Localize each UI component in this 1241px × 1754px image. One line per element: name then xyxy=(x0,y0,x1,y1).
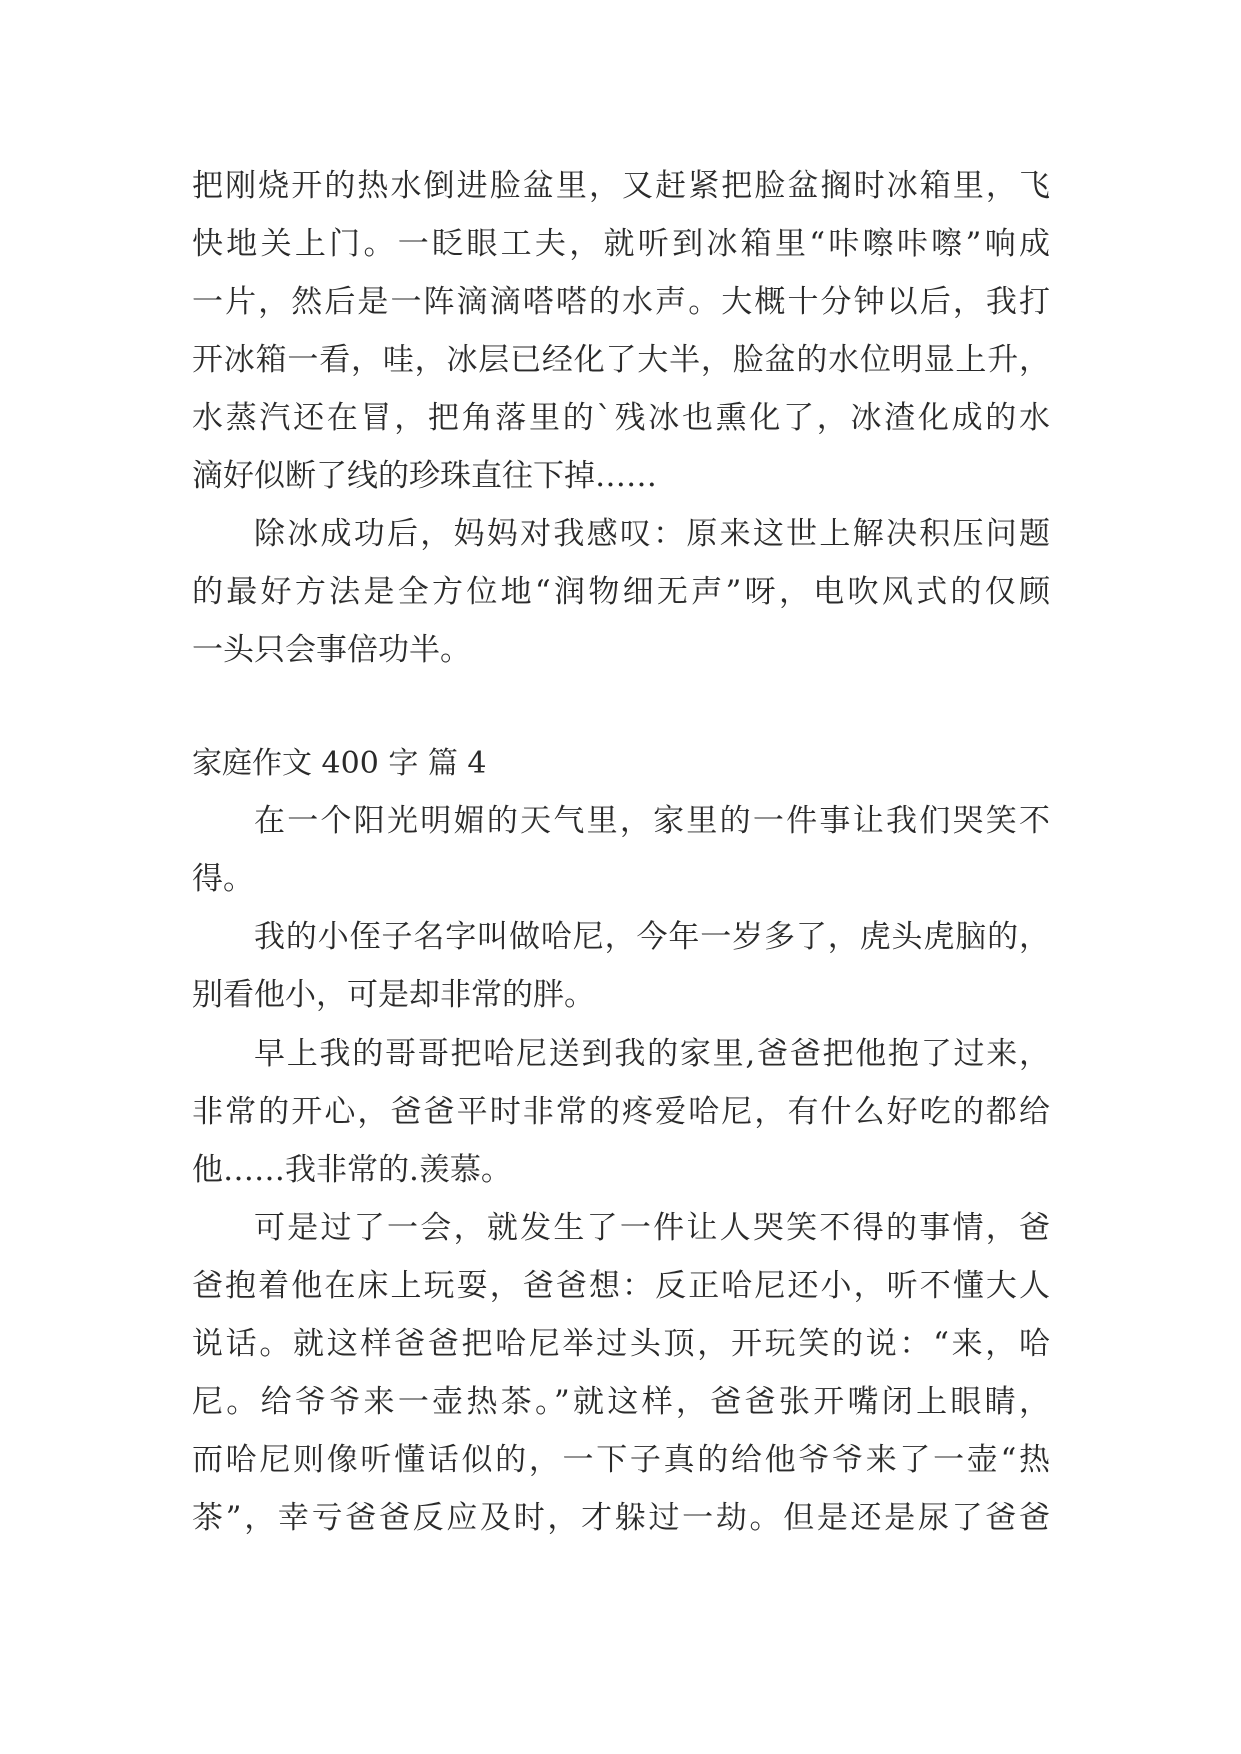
text-line: 爸抱着他在床上玩耍，爸爸想：反正哈尼还小，听不懂大人 xyxy=(192,1268,1050,1304)
text-line: 早上我的哥哥把哈尼送到我的家里,爸爸把他抱了过来， xyxy=(254,1036,1050,1072)
text-line: 一头只会事倍功半。 xyxy=(192,632,471,668)
text-line: 一片，然后是一阵滴滴嗒嗒的水声。大概十分钟以后，我打 xyxy=(192,284,1050,320)
text-line: 的最好方法是全方位地“润物细无声”呀，电吹风式的仅顾 xyxy=(192,574,1050,610)
essay-title: 家庭作文 400 字 篇 4 xyxy=(192,746,487,781)
text-line: 茶”，幸亏爸爸反应及时，才躲过一劫。但是还是尿了爸爸 xyxy=(192,1500,1050,1536)
text-line: 滴好似断了线的珍珠直往下掉…… xyxy=(192,458,657,494)
text-line: 说话。就这样爸爸把哈尼举过头顶，开玩笑的说：“来，哈 xyxy=(192,1326,1050,1362)
text-line: 水蒸汽还在冒，把角落里的`残冰也熏化了，冰渣化成的水 xyxy=(192,400,1050,436)
text-line: 非常的开心，爸爸平时非常的疼爱哈尼，有什么好吃的都给 xyxy=(192,1094,1050,1130)
text-line: 他……我非常的.羡慕。 xyxy=(192,1152,512,1188)
text-line: 把刚烧开的热水倒进脸盆里，又赶紧把脸盆搁时冰箱里，飞 xyxy=(192,168,1050,204)
text-line: 快地关上门。一眨眼工夫，就听到冰箱里“咔嚓咔嚓”响成 xyxy=(192,226,1050,262)
text-line: 别看他小，可是却非常的胖。 xyxy=(192,977,595,1013)
text-line: 而哈尼则像听懂话似的，一下子真的给他爷爷来了一壶“热 xyxy=(192,1442,1050,1478)
text-line: 开冰箱一看，哇，冰层已经化了大半，脸盆的水位明显上升， xyxy=(192,342,1050,378)
text-line: 除冰成功后，妈妈对我感叹：原来这世上解决积压问题 xyxy=(254,516,1050,552)
text-line: 在一个阳光明媚的天气里，家里的一件事让我们哭笑不 xyxy=(254,803,1050,839)
text-line: 我的小侄子名字叫做哈尼，今年一岁多了，虎头虎脑的， xyxy=(254,919,1050,955)
text-line: 可是过了一会，就发生了一件让人哭笑不得的事情，爸 xyxy=(254,1210,1050,1246)
text-line: 尼。给爷爷来一壶热茶。”就这样，爸爸张开嘴闭上眼睛， xyxy=(192,1384,1050,1420)
text-line: 得。 xyxy=(192,861,254,897)
